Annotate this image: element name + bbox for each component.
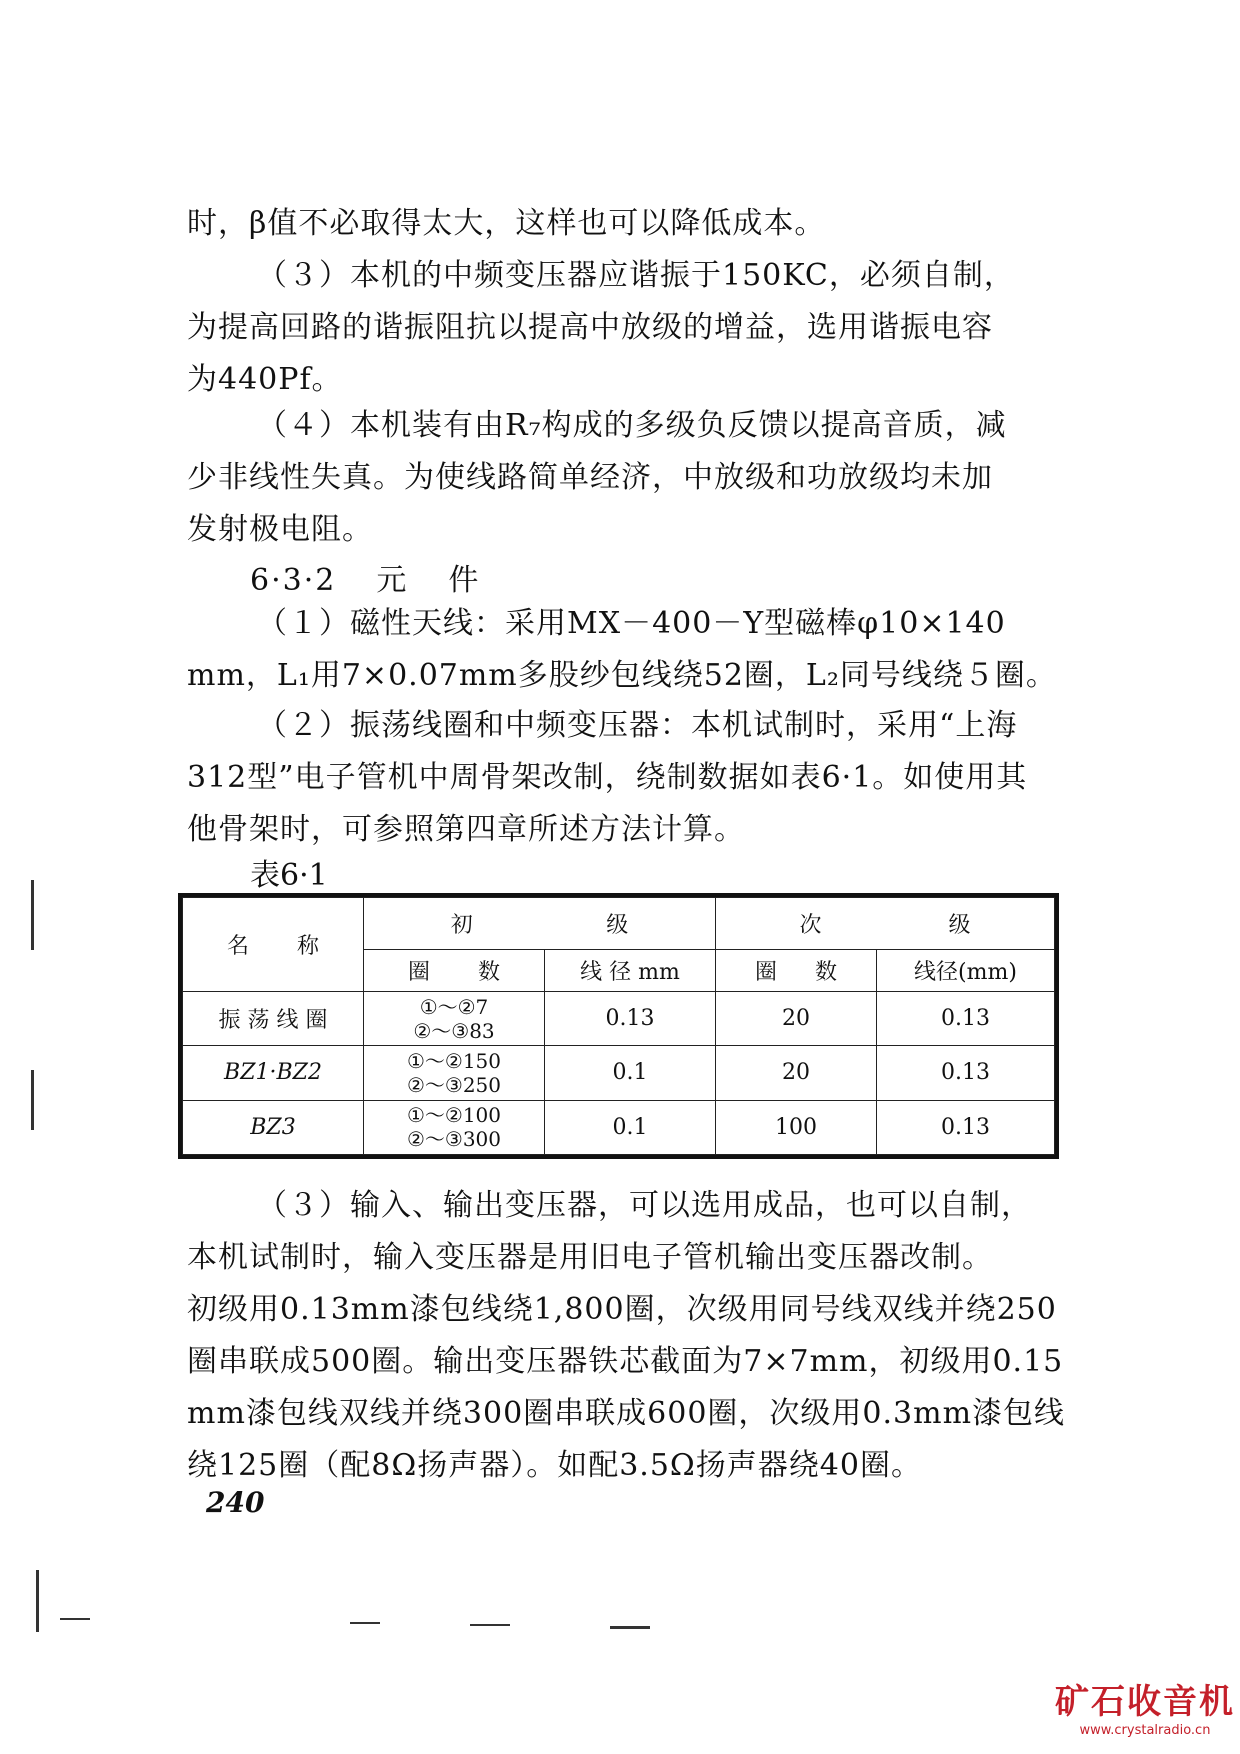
text-line: 为提高回路的谐振阻抗以提高中放级的增益，选用谐振电容 xyxy=(187,310,993,345)
watermark-url: www.crystalradio.cn xyxy=(1079,1723,1211,1738)
table-row xyxy=(183,1046,1055,1100)
scan-edge-mark xyxy=(350,1622,380,1624)
paragraph-antenna xyxy=(187,598,1067,702)
header-text: 数 xyxy=(477,960,500,985)
header-text: 名 xyxy=(226,934,249,959)
header-text: 圈 xyxy=(754,960,777,985)
row-primary-wire: 0.1 xyxy=(545,1046,716,1100)
site-watermark xyxy=(1050,1674,1240,1738)
text-line: 发射极电阻。 xyxy=(187,512,373,547)
text-line: 312型”电子管机中周骨架改制，绕制数据如表6·1。如使用其 xyxy=(187,760,1028,795)
text-line: （１）磁性天线：采用MX－400－Y型磁棒φ10×140 xyxy=(257,606,1006,641)
header-primary xyxy=(364,898,716,950)
scan-margin-mark xyxy=(31,1070,34,1130)
row-secondary-wire: 0.13 xyxy=(877,992,1055,1046)
turns-value: ②～③250 xyxy=(406,1072,502,1097)
paragraph-4-feedback xyxy=(187,400,1067,556)
section-title-char: 元 xyxy=(376,563,409,598)
header-text: 级 xyxy=(606,913,629,938)
header-text: 数 xyxy=(814,960,837,985)
row-primary-turns xyxy=(364,992,545,1046)
header-name xyxy=(183,898,364,992)
table-row xyxy=(183,1100,1055,1154)
header-turns-secondary xyxy=(716,950,877,992)
turns-value: ②～③300 xyxy=(406,1127,502,1152)
scan-edge-mark xyxy=(610,1626,650,1629)
row-name: BZ3 xyxy=(183,1100,364,1154)
scan-edge-mark xyxy=(470,1624,510,1626)
row-secondary-turns: 20 xyxy=(716,992,877,1046)
row-secondary-wire: 0.13 xyxy=(877,1046,1055,1100)
row-primary-turns xyxy=(364,1046,545,1100)
page-number: 240 xyxy=(206,1486,265,1519)
table-caption: 表6·1 xyxy=(250,858,328,893)
text-line: 本机试制时，输入变压器是用旧电子管机输出变压器改制。 xyxy=(187,1240,993,1275)
paragraph-continuation xyxy=(187,198,1067,250)
text-line: 时，β值不必取得太大，这样也可以降低成本。 xyxy=(187,206,826,241)
text-line: （２）振荡线圈和中频变压器：本机试制时，采用“上海 xyxy=(257,708,1018,743)
table-row xyxy=(183,992,1055,1046)
section-title-char: 件 xyxy=(448,563,481,598)
turns-value: ①～②100 xyxy=(406,1103,502,1128)
text-line: 他骨架时，可参照第四章所述方法计算。 xyxy=(187,812,745,847)
row-name: 振 荡 线 圈 xyxy=(183,992,364,1046)
header-secondary xyxy=(716,898,1055,950)
header-wire-secondary: 线径(mm) xyxy=(877,950,1055,992)
text-line: （３）本机的中频变压器应谐振于150KC，必须自制， xyxy=(257,258,1015,293)
row-primary-wire: 0.1 xyxy=(545,1100,716,1154)
text-line: 绕125圈（配8Ω扬声器）。如配3.5Ω扬声器绕40圈。 xyxy=(187,1448,922,1483)
turns-value: ①～②150 xyxy=(406,1048,502,1073)
paragraph-3-if-transformer xyxy=(187,250,1067,406)
text-line: 圈串联成500圈。输出变压器铁芯截面为7×7mm，初级用0.15 xyxy=(187,1344,1064,1379)
scan-margin-mark xyxy=(31,880,34,950)
paragraph-coils xyxy=(187,700,1067,856)
row-primary-turns xyxy=(364,1100,545,1154)
header-wire: 线 径 mm xyxy=(545,950,716,992)
text-line: 初级用0.13mm漆包线绕1,800圈，次级用同号线双线并绕250 xyxy=(187,1292,1057,1327)
row-primary-wire: 0.13 xyxy=(545,992,716,1046)
header-text: 初 xyxy=(450,913,473,938)
text-line: 为440Pf。 xyxy=(187,362,343,397)
text-line: （４）本机装有由R₇构成的多级负反馈以提高音质，减 xyxy=(257,408,1007,443)
text-line: （３）输入、输出变压器，可以选用成品，也可以自制， xyxy=(257,1188,1032,1223)
scan-margin-mark xyxy=(36,1570,39,1632)
text-line: mm，L₁用7×0.07mm多股纱包线绕52圈，L₂同号线绕５圈。 xyxy=(187,658,1057,693)
section-number: 6·3·2 xyxy=(250,563,337,598)
watermark-title: 矿石收音机 xyxy=(1055,1682,1235,1722)
row-secondary-wire: 0.13 xyxy=(877,1100,1055,1154)
paragraph-transformers xyxy=(187,1180,1067,1492)
turns-value: ②～③83 xyxy=(413,1018,495,1043)
text-line: mm漆包线双线并绕300圈串联成600圈，次级用0.3mm漆包线 xyxy=(187,1396,1066,1431)
turns-value: ①～②7 xyxy=(419,994,489,1019)
row-name: BZ1·BZ2 xyxy=(183,1046,364,1100)
header-text: 次 xyxy=(799,913,822,938)
coil-data-table xyxy=(178,893,1059,1159)
header-turns xyxy=(364,950,545,992)
header-text: 圈 xyxy=(407,960,430,985)
scan-edge-mark xyxy=(60,1618,90,1620)
row-secondary-turns: 100 xyxy=(716,1100,877,1154)
header-text: 称 xyxy=(296,934,319,959)
table-header-row xyxy=(183,898,1055,950)
text-line: 少非线性失真。为使线路简单经济，中放级和功放级均未加 xyxy=(187,460,993,495)
header-text: 级 xyxy=(948,913,971,938)
row-secondary-turns: 20 xyxy=(716,1046,877,1100)
section-heading xyxy=(250,555,480,599)
